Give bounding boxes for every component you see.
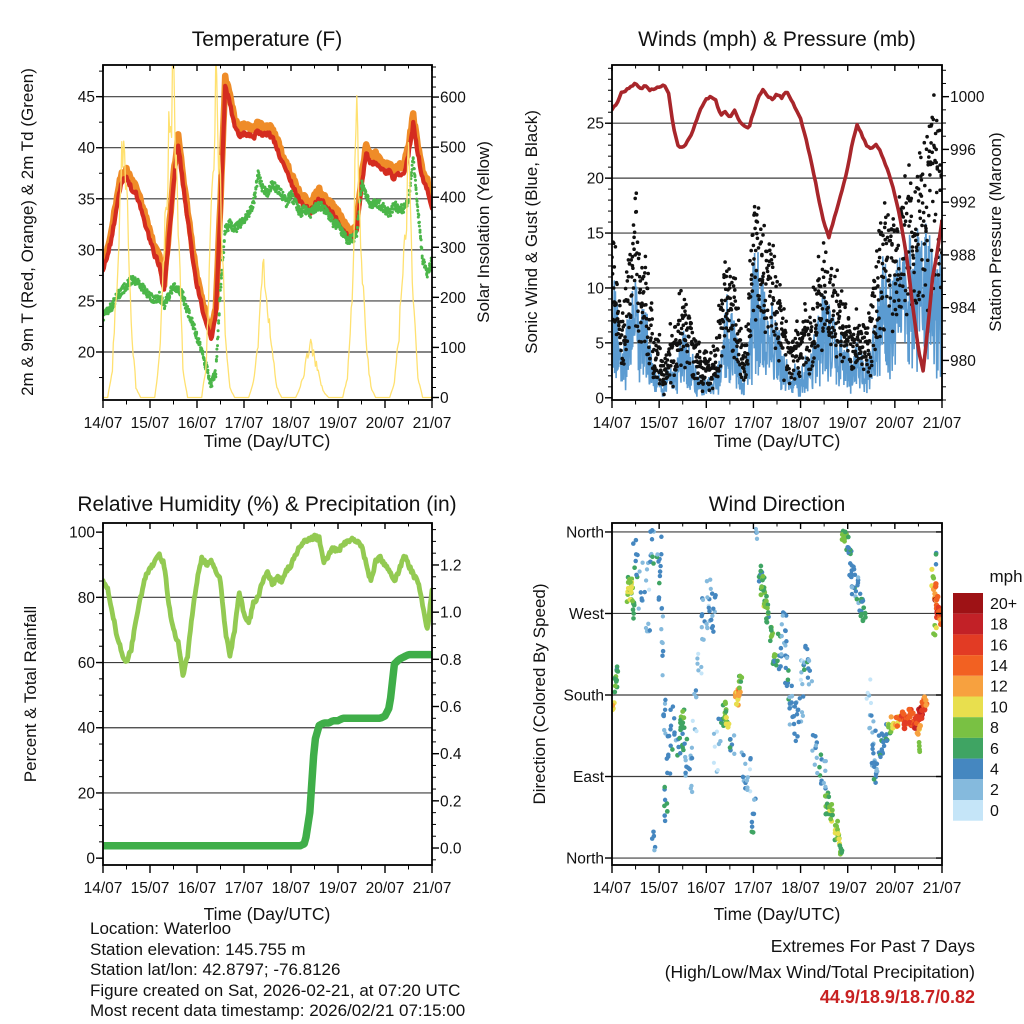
svg-text:14/07: 14/07 — [83, 415, 123, 432]
svg-text:984: 984 — [950, 300, 976, 318]
svg-text:992: 992 — [950, 194, 976, 212]
speed-colorbar — [953, 567, 1023, 821]
svg-text:0.2: 0.2 — [440, 793, 462, 811]
svg-text:35: 35 — [77, 191, 95, 209]
svg-text:17/07: 17/07 — [224, 880, 264, 897]
extremes-subtitle: (High/Low/Max Wind/Total Precipitation) — [664, 961, 975, 982]
svg-text:14/07: 14/07 — [592, 415, 632, 432]
svg-text:15/07: 15/07 — [130, 415, 170, 432]
series-relative-humidity — [103, 535, 432, 676]
y-axis-label-left: Percent & Total Rainfall — [21, 605, 40, 783]
axes — [612, 523, 942, 865]
svg-text:45: 45 — [77, 89, 95, 107]
svg-text:30: 30 — [77, 242, 95, 260]
svg-text:10: 10 — [586, 280, 604, 298]
svg-text:North: North — [566, 524, 604, 542]
svg-text:19/07: 19/07 — [318, 415, 358, 432]
svg-text:100: 100 — [440, 339, 466, 357]
extremes-values: 44.9/18.9/18.7/0.82 — [819, 987, 975, 1007]
colorbar-label: 20+ — [990, 595, 1018, 613]
colorbar-label: 8 — [990, 720, 999, 738]
svg-text:0: 0 — [440, 389, 449, 407]
svg-text:988: 988 — [950, 247, 976, 265]
svg-text:21/07: 21/07 — [412, 415, 452, 432]
svg-text:East: East — [572, 769, 604, 787]
svg-text:19/07: 19/07 — [318, 880, 358, 897]
x-axis-label: Time (Day/UTC) — [713, 904, 841, 924]
plot-area — [103, 535, 432, 846]
svg-text:17/07: 17/07 — [734, 415, 773, 432]
svg-text:21/07: 21/07 — [412, 880, 452, 897]
series-2m-dew-point — [102, 156, 434, 388]
svg-text:20: 20 — [77, 344, 95, 362]
svg-text:20/07: 20/07 — [875, 880, 915, 897]
colorbar-label: 6 — [990, 740, 999, 758]
svg-text:600: 600 — [440, 89, 466, 107]
colorbar-label: 12 — [990, 678, 1008, 696]
svg-text:25: 25 — [586, 115, 604, 133]
svg-text:0.0: 0.0 — [440, 840, 462, 858]
y-axis-label-right: Solar Insolation (Yellow) — [474, 141, 493, 323]
svg-text:16/07: 16/07 — [686, 880, 726, 897]
svg-text:21/07: 21/07 — [922, 415, 962, 432]
colorbar-label: 14 — [990, 657, 1008, 675]
colorbar-label: 18 — [990, 616, 1008, 634]
chart-title: Winds (mph) & Pressure (mb) — [638, 28, 916, 51]
y-axis-label-left: 2m & 9m T (Red, Orange) & 2m Td (Green) — [18, 68, 37, 396]
y-axis-label-left: Direction (Colored By Speed) — [530, 583, 549, 805]
figure-created-timestamp: Figure created on Sat, 2026-02-21, at 07:20 UTC — [90, 980, 461, 1000]
svg-text:980: 980 — [950, 352, 976, 370]
svg-text:400: 400 — [440, 189, 466, 207]
svg-text:1.0: 1.0 — [440, 604, 462, 622]
svg-text:19/07: 19/07 — [828, 415, 868, 432]
svg-text:100: 100 — [69, 524, 95, 542]
most-recent-data-timestamp: Most recent data timestamp: 2026/02/21 07:15:00 — [90, 1001, 466, 1020]
station-elevation: Station elevation: 145.755 m — [90, 939, 306, 959]
svg-text:1000: 1000 — [950, 89, 985, 107]
colorbar-title: mph — [989, 567, 1023, 586]
x-axis-label: Time (Day/UTC) — [203, 904, 331, 924]
chart-title: Relative Humidity (%) & Precipitation (in) — [77, 493, 457, 516]
svg-text:20/07: 20/07 — [365, 880, 405, 897]
wind-direction-scatter — [609, 527, 944, 857]
y-axis-label-right: Station Pressure (Maroon) — [986, 132, 1005, 332]
svg-text:14/07: 14/07 — [592, 880, 632, 897]
svg-text:18/07: 18/07 — [781, 880, 820, 897]
svg-text:18/07: 18/07 — [271, 415, 311, 432]
svg-text:15/07: 15/07 — [639, 415, 679, 432]
station-info — [90, 919, 465, 1022]
svg-text:18/07: 18/07 — [271, 880, 311, 897]
svg-text:20/07: 20/07 — [875, 415, 915, 432]
svg-text:200: 200 — [440, 289, 466, 307]
svg-text:17/07: 17/07 — [734, 880, 773, 897]
colorbar-label: 16 — [990, 637, 1008, 655]
svg-text:300: 300 — [440, 239, 466, 257]
colorbar-label: 2 — [990, 782, 999, 800]
svg-text:0.4: 0.4 — [440, 746, 462, 764]
temperature-chart — [0, 0, 512, 470]
extremes-title: Extremes For Past 7 Days — [770, 936, 975, 956]
svg-text:996: 996 — [950, 141, 976, 159]
colorbar-label: 0 — [990, 802, 999, 820]
svg-text:14/07: 14/07 — [83, 880, 123, 897]
x-axis-label: Time (Day/UTC) — [713, 431, 841, 451]
svg-text:West: West — [568, 605, 604, 623]
svg-text:19/07: 19/07 — [828, 880, 868, 897]
extremes-summary — [665, 934, 975, 1011]
svg-text:North: North — [566, 850, 604, 868]
station-location: Location: Waterloo — [90, 919, 232, 938]
colorbar-label: 4 — [990, 761, 999, 779]
ticks — [605, 523, 942, 873]
svg-text:60: 60 — [77, 655, 95, 673]
colorbar-label: 10 — [990, 699, 1008, 717]
series-total-rainfall — [103, 655, 432, 846]
svg-text:5: 5 — [595, 335, 604, 353]
svg-text:16/07: 16/07 — [177, 880, 217, 897]
svg-text:15/07: 15/07 — [130, 880, 170, 897]
plot-area — [610, 84, 943, 397]
svg-text:18/07: 18/07 — [781, 415, 820, 432]
svg-text:80: 80 — [77, 589, 95, 607]
svg-text:25: 25 — [77, 293, 95, 311]
svg-text:16/07: 16/07 — [177, 415, 217, 432]
station-latlon: Station lat/lon: 42.8797; -76.8126 — [90, 960, 341, 979]
svg-text:20: 20 — [586, 170, 604, 188]
svg-text:17/07: 17/07 — [224, 415, 264, 432]
svg-text:15/07: 15/07 — [639, 880, 679, 897]
svg-text:1.2: 1.2 — [440, 557, 462, 575]
gridlines — [103, 597, 432, 793]
x-axis-label: Time (Day/UTC) — [203, 431, 331, 451]
svg-text:500: 500 — [440, 139, 466, 157]
svg-text:20: 20 — [77, 785, 95, 803]
chart-title: Temperature (F) — [191, 28, 343, 51]
svg-text:16/07: 16/07 — [686, 415, 726, 432]
gridlines — [612, 532, 942, 858]
svg-text:0.8: 0.8 — [440, 651, 462, 669]
svg-text:0: 0 — [86, 850, 95, 868]
svg-text:20/07: 20/07 — [365, 415, 405, 432]
winds-pressure-chart — [512, 0, 1024, 470]
svg-text:0: 0 — [595, 390, 604, 408]
plot-area — [609, 527, 944, 857]
svg-text:South: South — [563, 687, 604, 705]
svg-text:40: 40 — [77, 140, 95, 158]
y-axis-label-left: Sonic Wind & Gust (Blue, Black) — [522, 110, 541, 354]
svg-text:21/07: 21/07 — [922, 880, 962, 897]
svg-text:0.6: 0.6 — [440, 699, 462, 717]
svg-text:15: 15 — [586, 225, 604, 243]
svg-text:40: 40 — [77, 720, 95, 738]
chart-title: Wind Direction — [708, 493, 846, 516]
